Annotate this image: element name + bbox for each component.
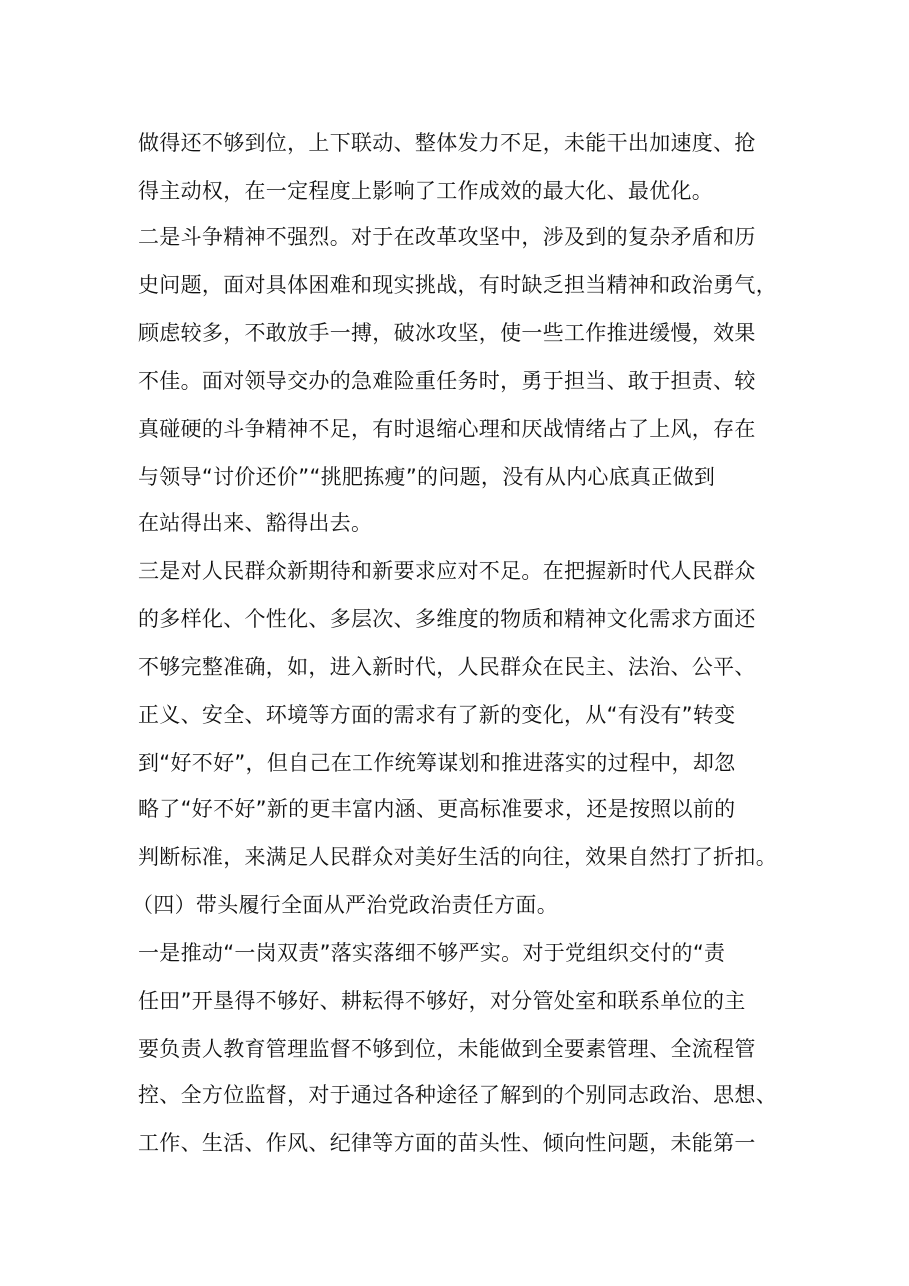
text-line: 不够完整准确，如，进入新时代，人民群众在民主、法治、公平、 [138,655,756,679]
text-line: 在站得出来、豁得出去。 [138,511,373,535]
text-line: 略了“好不好”新的更丰富内涵、更高标准要求，还是按照以前的 [138,797,736,821]
text-line: 做得还不够到位，上下联动、整体发力不足，未能干出加速度、抢 [138,131,756,155]
text-line: 三是对人民群众新期待和新要求应对不足。在把握新时代人民群众 [138,559,756,583]
text-line: 真碰硬的斗争精神不足，有时退缩心理和厌战情绪占了上风，存在 [138,417,756,441]
text-line: 到“好不好”，但自己在工作统筹谋划和推进落实的过程中，却忽 [138,751,736,775]
text-line: 任田”开垦得不够好、耕耘得不够好，对分管处室和联系单位的主 [138,989,746,1013]
text-line: 史问题，面对具体困难和现实挑战，有时缺乏担当精神和政治勇气， [138,273,777,297]
text-line: 一是推动“一岗双责”落实落细不够严实。对于党组织交付的“责 [138,941,726,965]
text-line: 二是斗争精神不强烈。对于在改革攻坚中，涉及到的复杂矛盾和历 [138,225,756,249]
text-line: 工作、生活、作风、纪律等方面的苗头性、倾向性问题，未能第一 [138,1131,756,1155]
text-line: 与领导“讨价还价”“挑肥拣瘦”的问题，没有从内心底真正做到 [138,465,716,489]
text-line: 的多样化、个性化、多层次、多维度的物质和精神文化需求方面还 [138,607,756,631]
text-line: 顾虑较多，不敢放手一搏，破冰攻坚，使一些工作推进缓慢，效果 [138,321,756,345]
text-line: 控、全方位监督，对于通过各种途径了解到的个别同志政治、思想、 [138,1083,777,1107]
text-line: 判断标准，来满足人民群众对美好生活的向往，效果自然打了折扣。 [138,845,777,869]
text-line: 得主动权，在一定程度上影响了工作成效的最大化、最优化。 [138,179,714,203]
text-line: 要负责人教育管理监督不够到位，未能做到全要素管理、全流程管 [138,1037,756,1061]
text-line: 不佳。面对领导交办的急难险重任务时，勇于担当、敢于担责、较 [138,369,756,393]
section-heading: （四）带头履行全面从严治党政治责任方面。 [132,893,558,917]
text-line: 正义、安全、环境等方面的需求有了新的变化，从“有没有”转变 [138,703,736,727]
